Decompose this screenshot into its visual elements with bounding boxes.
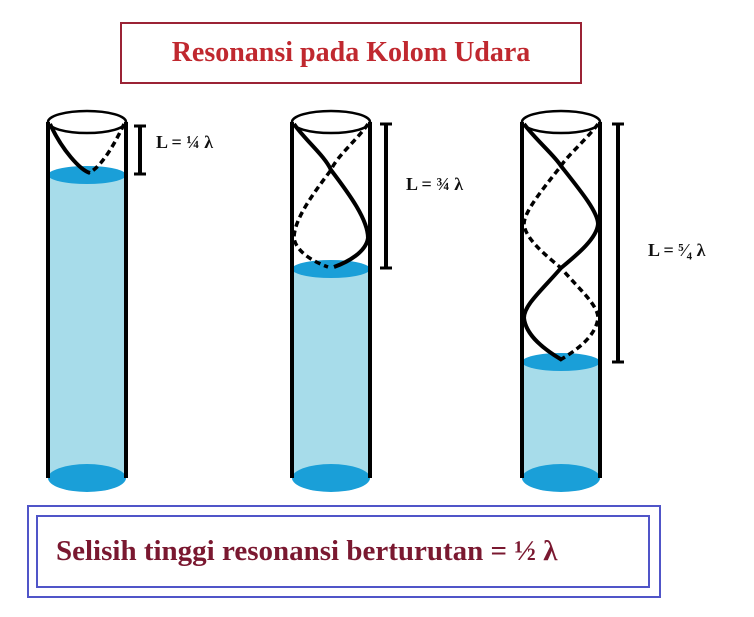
tube-bottom-2: [292, 464, 370, 492]
tube-bottom-3: [522, 464, 600, 492]
tube-1: [48, 111, 213, 492]
title: Resonansi pada Kolom Udara: [171, 37, 531, 68]
water-surface-2: [292, 260, 370, 278]
length-label-1: L = ¼ λ: [156, 132, 214, 152]
summary-text: Selisih tinggi resonansi berturutan = ½ λ: [56, 535, 558, 567]
tube-2: [292, 111, 463, 492]
length-label-2: L = ¾ λ: [406, 174, 464, 194]
tube-3: [522, 111, 706, 492]
wave-solid-3: [524, 124, 598, 360]
tube-opening-1: [48, 111, 126, 133]
summary-box-inner: [36, 515, 650, 588]
water-column-1: [48, 175, 126, 478]
water-surface-1: [48, 166, 126, 184]
water-column-3: [522, 362, 600, 478]
tube-opening-2: [292, 111, 370, 133]
water-surface-3: [522, 353, 600, 371]
tube-opening-3: [522, 111, 600, 133]
tube-bottom-1: [48, 464, 126, 492]
water-column-2: [292, 269, 370, 478]
wave-dashed-2: [294, 124, 368, 267]
wave-solid-2: [294, 124, 368, 267]
length-label-3: L = ⁵⁄₄ λ: [648, 240, 706, 260]
